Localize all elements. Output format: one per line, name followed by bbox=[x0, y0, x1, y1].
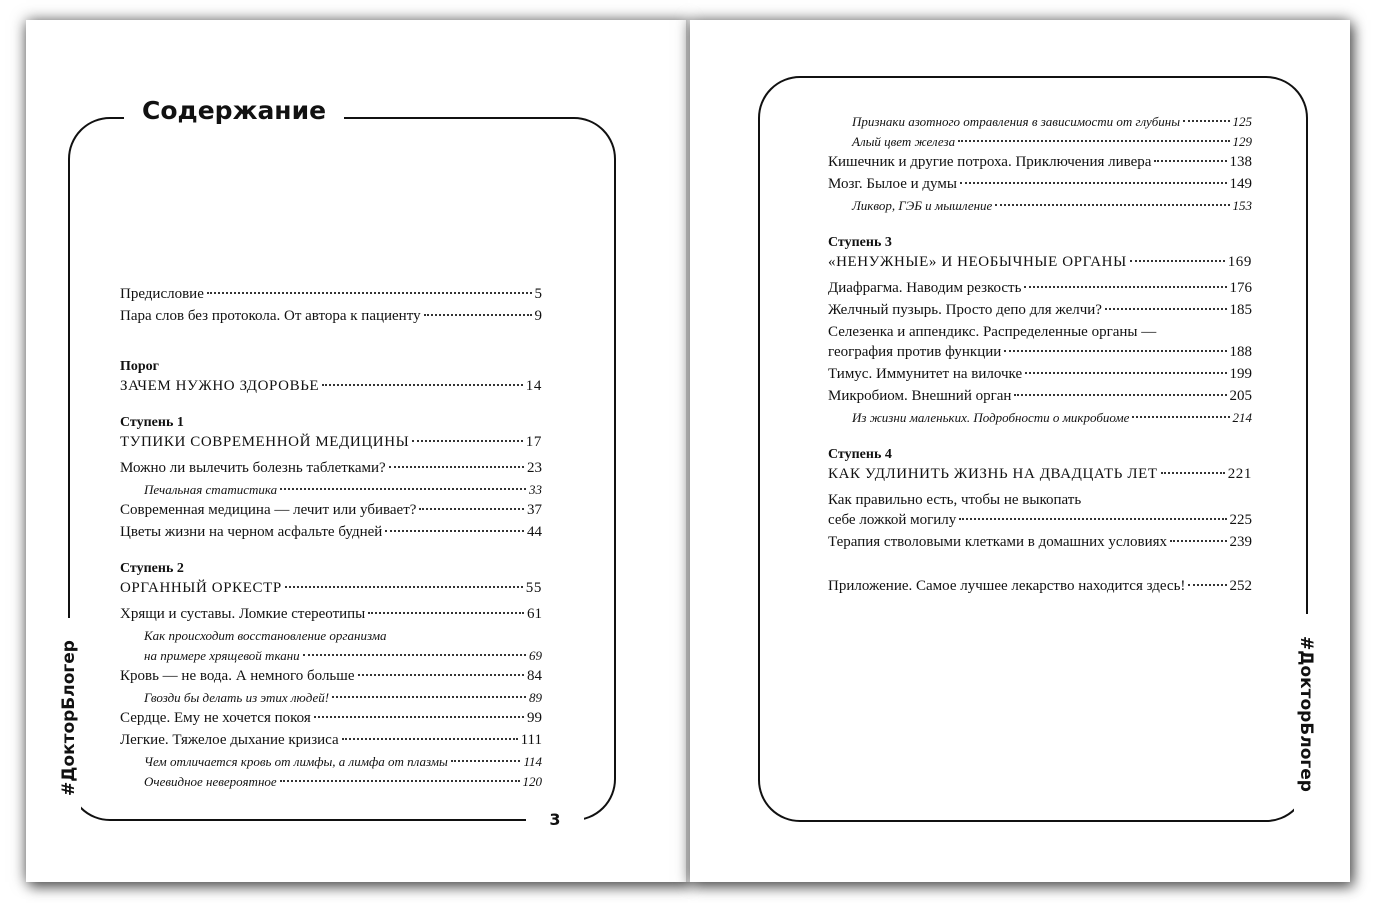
page-number: 3 bbox=[526, 810, 584, 829]
toc-entry-page: 89 bbox=[529, 690, 542, 705]
toc-entry-page: 37 bbox=[527, 502, 542, 518]
toc-entry[interactable] bbox=[828, 510, 1252, 532]
toc-entry[interactable] bbox=[828, 532, 1252, 554]
toc-entry-foreword[interactable] bbox=[120, 306, 542, 328]
toc-entry-title: «НЕНУЖНЫЕ» И НЕОБЫЧНЫЕ ОРГАНЫ bbox=[828, 254, 1127, 270]
toc-subentry[interactable] bbox=[120, 772, 542, 792]
toc-entry[interactable] bbox=[828, 386, 1252, 408]
toc-entry-title: география против функции bbox=[828, 344, 1002, 360]
right-side-tag: #ДокторБлогер bbox=[1294, 614, 1318, 814]
toc-entry-title: Можно ли вылечить болезнь таблетками? bbox=[120, 460, 386, 476]
toc-entry-title: Пара слов без протокола. От автора к пациенту bbox=[120, 308, 421, 324]
toc-entry-page: 149 bbox=[1229, 176, 1252, 192]
toc-subentry[interactable] bbox=[120, 752, 542, 772]
toc-entry-title: Признаки азотного отравления в зависимости от глубины bbox=[852, 114, 1181, 129]
toc-entry-page: 153 bbox=[1232, 198, 1252, 213]
toc-subentry[interactable] bbox=[120, 646, 542, 666]
toc-entry-title: Из жизни маленьких. Подробности о микробиоме bbox=[852, 410, 1130, 425]
toc-subentry[interactable] bbox=[828, 196, 1252, 216]
toc-entry[interactable] bbox=[120, 500, 542, 522]
right-page bbox=[690, 20, 1350, 882]
toc-subentry[interactable] bbox=[828, 112, 1252, 132]
toc-entry[interactable] bbox=[828, 342, 1252, 364]
toc-entry-title: Чем отличается кровь от лимфы, а лимфа от плазмы bbox=[144, 754, 448, 769]
toc-entry[interactable] bbox=[120, 708, 542, 730]
part-label-step4: Ступень 4 bbox=[828, 447, 892, 462]
toc-entry-title: себе ложкой могилу bbox=[828, 512, 957, 528]
toc-entry[interactable] bbox=[828, 152, 1252, 174]
toc-entry-title: Гвозди бы делать из этих людей! bbox=[144, 690, 330, 705]
toc-entry-page: 125 bbox=[1232, 114, 1252, 129]
toc-entry-line1: Как правильно есть, чтобы не выкопать bbox=[828, 492, 1082, 508]
toc-entry-title: Алый цвет железа bbox=[852, 134, 956, 149]
toc-entry-preface[interactable] bbox=[120, 284, 542, 306]
part-label-threshold: Порог bbox=[120, 359, 160, 374]
part-label-step2: Ступень 2 bbox=[120, 561, 184, 576]
toc-entry-page: 129 bbox=[1232, 134, 1252, 149]
toc-entry[interactable] bbox=[828, 174, 1252, 196]
toc-subentry[interactable] bbox=[828, 132, 1252, 152]
toc-entry[interactable] bbox=[828, 300, 1252, 322]
toc-entry[interactable] bbox=[828, 364, 1252, 386]
toc-entry-page: 120 bbox=[522, 774, 542, 789]
toc-entry-title: Приложение. Самое лучшее лекарство находится здесь! bbox=[828, 578, 1186, 594]
toc-entry-title: Хрящи и суставы. Ломкие стереотипы bbox=[120, 606, 366, 622]
toc-entry-page: 185 bbox=[1229, 302, 1252, 318]
toc-entry-title: на примере хрящевой ткани bbox=[144, 648, 300, 663]
toc-entry-title: Цветы жизни на черном асфальте будней bbox=[120, 524, 383, 540]
toc-entry-page: 5 bbox=[534, 286, 542, 302]
toc-entry-title: ОРГАННЫЙ ОРКЕСТР bbox=[120, 580, 282, 596]
toc-entry-page: 14 bbox=[525, 378, 542, 394]
toc-entry-title: Желчный пузырь. Просто депо для желчи? bbox=[828, 302, 1102, 318]
toc-entry-title: Тимус. Иммунитет на вилочке bbox=[828, 366, 1023, 382]
toc-entry-title: Микробиом. Внешний орган bbox=[828, 388, 1012, 404]
toc-subentry[interactable] bbox=[828, 408, 1252, 428]
toc-entry[interactable] bbox=[120, 730, 542, 752]
toc-entry-title: КАК УДЛИНИТЬ ЖИЗНЬ НА ДВАДЦАТЬ ЛЕТ bbox=[828, 466, 1158, 482]
toc-entry[interactable] bbox=[120, 458, 542, 480]
part-label-step1: Ступень 1 bbox=[120, 415, 184, 430]
toc-entry-page: 69 bbox=[529, 648, 542, 663]
toc-subentry[interactable] bbox=[120, 480, 542, 500]
toc-entry-title: Предисловие bbox=[120, 286, 204, 302]
toc-entry-page: 169 bbox=[1227, 254, 1252, 270]
toc-entry-page: 214 bbox=[1232, 410, 1252, 425]
toc-entry-title: ТУПИКИ СОВРЕМЕННОЙ МЕДИЦИНЫ bbox=[120, 434, 410, 450]
toc-entry-title: ЗАЧЕМ НУЖНО ЗДОРОВЬЕ bbox=[120, 378, 320, 394]
part-title-step3[interactable] bbox=[828, 252, 1252, 278]
toc-entry-page: 114 bbox=[523, 754, 542, 769]
toc-entry-title: Очевидное невероятное bbox=[144, 774, 277, 789]
toc-entry-title: Современная медицина — лечит или убивает? bbox=[120, 502, 417, 518]
toc-entry-title: Мозг. Былое и думы bbox=[828, 176, 957, 192]
toc-entry-page: 188 bbox=[1229, 344, 1252, 360]
toc-entry[interactable] bbox=[828, 278, 1252, 300]
toc-entry-page: 55 bbox=[525, 580, 542, 596]
toc-entry-title: Кровь — не вода. А немного больше bbox=[120, 668, 355, 684]
toc-entry-title: Сердце. Ему не хочется покоя bbox=[120, 710, 311, 726]
toc-entry-page: 9 bbox=[534, 308, 542, 324]
toc-entry-page: 23 bbox=[527, 460, 542, 476]
part-title-step1[interactable] bbox=[120, 432, 542, 458]
left-page bbox=[26, 20, 688, 882]
toc-entry-appendix[interactable] bbox=[828, 576, 1252, 598]
toc-entry-page: 221 bbox=[1227, 466, 1252, 482]
toc-entry-page: 239 bbox=[1229, 534, 1252, 550]
part-title-threshold[interactable] bbox=[120, 376, 542, 398]
toc-subentry[interactable] bbox=[120, 688, 542, 708]
toc-entry-page: 176 bbox=[1229, 280, 1252, 296]
toc-entry-page: 84 bbox=[527, 668, 542, 684]
toc-entry-page: 17 bbox=[525, 434, 542, 450]
toc-entry-title: Печальная статистика bbox=[144, 482, 278, 497]
left-toc bbox=[120, 284, 542, 792]
part-title-step2[interactable] bbox=[120, 578, 542, 604]
toc-entry-line1: Селезенка и аппендикс. Распределенные органы — bbox=[828, 324, 1157, 340]
toc-entry-page: 138 bbox=[1229, 154, 1252, 170]
toc-entry[interactable] bbox=[120, 666, 542, 688]
toc-subentry-line1: Как происходит восстановление организма bbox=[144, 628, 387, 643]
toc-entry-page: 44 bbox=[527, 524, 542, 540]
toc-entry[interactable] bbox=[120, 522, 542, 544]
contents-heading: Содержание bbox=[124, 96, 344, 125]
toc-entry-page: 99 bbox=[527, 710, 542, 726]
part-label-step3: Ступень 3 bbox=[828, 235, 892, 250]
toc-entry-page: 111 bbox=[520, 732, 542, 748]
toc-entry-page: 205 bbox=[1229, 388, 1252, 404]
toc-entry-title: Кишечник и другие потроха. Приключения ливера bbox=[828, 154, 1152, 170]
toc-entry-page: 33 bbox=[529, 482, 542, 497]
right-toc bbox=[828, 112, 1252, 598]
toc-entry-title: Легкие. Тяжелое дыхание кризиса bbox=[120, 732, 339, 748]
left-side-tag: #ДокторБлогер bbox=[57, 618, 81, 818]
toc-entry-page: 225 bbox=[1229, 512, 1252, 528]
toc-entry-title: Ликвор, ГЭБ и мышление bbox=[852, 198, 993, 213]
toc-entry[interactable] bbox=[120, 604, 542, 626]
toc-entry-page: 199 bbox=[1229, 366, 1252, 382]
toc-entry-page: 252 bbox=[1229, 578, 1252, 594]
toc-entry-page: 61 bbox=[527, 606, 542, 622]
toc-entry-title: Диафрагма. Наводим резкость bbox=[828, 280, 1022, 296]
toc-entry-title: Терапия стволовыми клетками в домашних условиях bbox=[828, 534, 1168, 550]
part-title-step4[interactable] bbox=[828, 464, 1252, 490]
